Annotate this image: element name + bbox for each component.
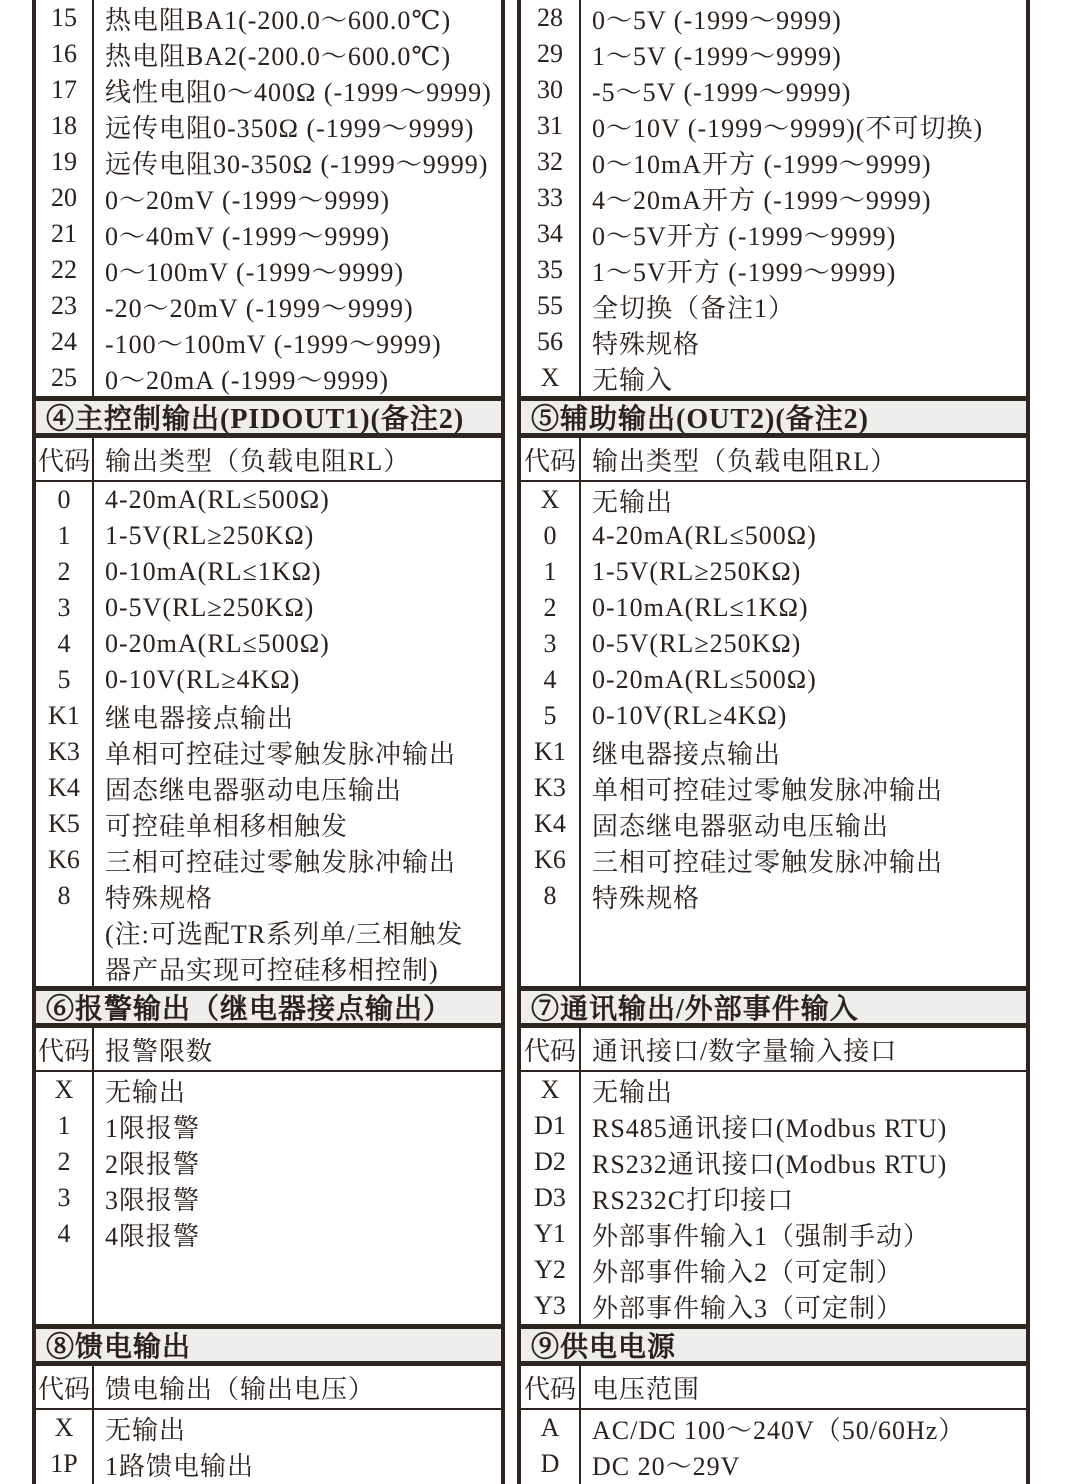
desc-column-header: 报警限数 (105, 1036, 214, 1066)
row-desc: 无输出 (105, 1077, 187, 1107)
table-row (521, 1072, 1026, 1108)
row-desc: 0～100mV (-1999～9999) (105, 257, 405, 287)
row-desc: 特殊规格 (592, 329, 701, 359)
table-row (521, 1288, 1026, 1324)
row-desc: 1-5V(RL≥250KΩ) (592, 557, 802, 586)
row-desc: 1限报警 (105, 1113, 201, 1143)
section4-table (32, 482, 505, 986)
row-code: 20 (51, 183, 77, 212)
table-gutter (505, 1324, 517, 1366)
table-row (36, 626, 501, 662)
row-code: D2 (534, 1147, 566, 1176)
row-code: X (540, 1075, 560, 1104)
row-desc: RS232通讯接口(Modbus RTU) (592, 1149, 948, 1179)
table-row (521, 36, 1026, 72)
table-row (36, 324, 501, 360)
row-desc: 0～20mA (-1999～9999) (105, 365, 390, 395)
section6-rows (36, 1072, 501, 1252)
table-row (521, 216, 1026, 252)
row-desc: 无输出 (592, 487, 674, 517)
table-row (521, 806, 1026, 842)
row-desc: 远传电阻0-350Ω (-1999～9999) (105, 113, 475, 143)
row-code: X (540, 485, 560, 514)
row-code: 24 (51, 327, 77, 356)
section8-subhead (32, 1366, 505, 1410)
section9-title: ⑨供电电源 (531, 1332, 677, 1363)
table-row (36, 252, 501, 288)
row-code: K6 (48, 845, 80, 874)
section6-7-body (32, 1072, 1030, 1324)
input-type-table-right (517, 0, 1030, 396)
table-row (521, 1410, 1026, 1446)
row-desc: -20～20mV (-1999～9999) (105, 293, 414, 323)
row-desc: 特殊规格 (592, 883, 701, 913)
row-code: 30 (537, 75, 563, 104)
table-row (521, 108, 1026, 144)
desc-column-header: 通讯接口/数字量输入接口 (592, 1036, 898, 1066)
row-code: 29 (537, 39, 563, 68)
code-column-header: 代码 (37, 446, 90, 476)
table-gutter (505, 438, 517, 482)
table-row (521, 734, 1026, 770)
table-row (521, 1446, 1026, 1482)
row-desc: 0-5V(RL≥250KΩ) (105, 593, 315, 622)
section6-table (32, 1072, 505, 1324)
table-row (36, 108, 501, 144)
row-desc: RS485通讯接口(Modbus RTU) (592, 1113, 948, 1143)
row-desc: 三相可控硅过零触发脉冲输出 (592, 847, 944, 877)
row-desc: 可控硅单相移相触发 (105, 811, 349, 841)
table-row (36, 1446, 501, 1482)
row-desc: (注:可选配TR系列单/三相触发 (105, 919, 464, 949)
row-code: 2 (57, 557, 71, 586)
row-code: D3 (534, 1183, 566, 1212)
row-desc: 继电器接点输出 (105, 703, 295, 733)
row-code: 55 (537, 291, 563, 320)
row-desc: -100～100mV (-1999～9999) (105, 329, 442, 359)
table-row (36, 950, 501, 986)
row-desc: 无输入 (592, 365, 674, 395)
row-code: 2 (543, 593, 557, 622)
section5-table (517, 482, 1030, 986)
table-row (521, 1216, 1026, 1252)
section4-title-cell (32, 396, 505, 438)
table-row (36, 72, 501, 108)
section7-title-cell (517, 986, 1030, 1028)
section9-rows (521, 1410, 1026, 1482)
table-row (36, 1180, 501, 1216)
row-desc: 1-5V(RL≥250KΩ) (105, 521, 315, 550)
row-code: A (540, 1413, 560, 1442)
input-type-section (32, 0, 1030, 396)
section4-5-body (32, 482, 1030, 986)
table-row (521, 1144, 1026, 1180)
row-code: 25 (51, 363, 77, 392)
table-row (36, 288, 501, 324)
row-code: 8 (543, 881, 557, 910)
table-row (521, 360, 1026, 396)
row-desc: 无输出 (105, 1415, 187, 1445)
section7-rows (521, 1072, 1026, 1324)
table-row (521, 842, 1026, 878)
row-desc: 0-10mA(RL≤1KΩ) (105, 557, 322, 586)
table-gutter (505, 396, 517, 438)
row-code: 3 (57, 1183, 71, 1212)
row-code: 1 (57, 1111, 71, 1140)
section6-subhead (32, 1028, 505, 1072)
table-row (36, 1108, 501, 1144)
section9-table (517, 1410, 1030, 1484)
section5-title: ⑤辅助输出(OUT2)(备注2) (531, 404, 869, 435)
row-desc: 4-20mA(RL≤500Ω) (592, 521, 817, 550)
table-gutter (505, 986, 517, 1028)
row-desc: 外部事件输入2（可定制） (592, 1257, 904, 1287)
section7-title: ⑦通讯输出/外部事件输入 (531, 994, 859, 1025)
row-code: K4 (48, 773, 80, 802)
table-row (36, 590, 501, 626)
row-desc: 特殊规格 (105, 883, 214, 913)
code-column-header: 代码 (37, 1036, 90, 1066)
table-row (521, 698, 1026, 734)
row-desc: 0～20mV (-1999～9999) (105, 185, 391, 215)
row-code: 17 (51, 75, 77, 104)
row-desc: 0-5V(RL≥250KΩ) (592, 629, 802, 658)
row-desc: 0～40mV (-1999～9999) (105, 221, 391, 251)
table-row (521, 626, 1026, 662)
section6-title-cell (32, 986, 505, 1028)
row-code: 23 (51, 291, 77, 320)
section4-5-band (32, 396, 1030, 438)
row-code: 2 (57, 1147, 71, 1176)
table-row (521, 252, 1026, 288)
table-row (521, 482, 1026, 518)
input-right-rows (521, 0, 1026, 396)
row-code: X (540, 363, 560, 392)
row-desc: 0～10V (-1999～9999)(不可切换) (592, 113, 984, 143)
row-desc: RS232C打印接口 (592, 1185, 795, 1215)
row-desc: 单相可控硅过零触发脉冲输出 (592, 775, 944, 805)
table-row (36, 842, 501, 878)
table-gutter (505, 1410, 517, 1484)
section9-title-cell (517, 1324, 1030, 1366)
code-column-header: 代码 (523, 446, 576, 476)
row-code: 34 (537, 219, 563, 248)
row-desc: -5～5V (-1999～9999) (592, 77, 852, 107)
table-row (36, 770, 501, 806)
row-code: K3 (534, 773, 566, 802)
desc-column-header: 馈电输出（输出电压） (105, 1374, 376, 1404)
row-code: D1 (534, 1111, 566, 1140)
row-desc: 继电器接点输出 (592, 739, 782, 769)
section5-title-cell (517, 396, 1030, 438)
table-gutter (505, 1072, 517, 1324)
row-code: 16 (51, 39, 77, 68)
row-desc: 单相可控硅过零触发脉冲输出 (105, 739, 457, 769)
row-code: 1 (543, 557, 557, 586)
table-gutter (505, 1028, 517, 1072)
table-row (36, 662, 501, 698)
section9-subhead (517, 1366, 1030, 1410)
row-desc: 热电阻BA2(-200.0～600.0℃) (105, 41, 452, 71)
table-row (36, 180, 501, 216)
table-row (521, 1180, 1026, 1216)
table-row (521, 0, 1026, 36)
row-desc: 固态继电器驱动电压输出 (592, 811, 890, 841)
section8-9-band (32, 1324, 1030, 1366)
row-code: Y3 (534, 1291, 566, 1320)
section8-title-cell (32, 1324, 505, 1366)
row-desc: 三相可控硅过零触发脉冲输出 (105, 847, 457, 877)
table-row (521, 770, 1026, 806)
table-row (521, 1252, 1026, 1288)
row-desc: 全切换（备注1） (592, 293, 796, 323)
section4-rows (36, 482, 501, 986)
table-gutter (505, 1366, 517, 1410)
row-code: 3 (543, 629, 557, 658)
table-row (36, 360, 501, 396)
row-desc: 4-20mA(RL≤500Ω) (105, 485, 330, 514)
table-row (36, 1216, 501, 1252)
table-row (521, 518, 1026, 554)
desc-column-header: 输出类型（负载电阻RL） (105, 446, 411, 476)
section4-subhead (32, 438, 505, 482)
section8-9-body (32, 1410, 1030, 1484)
code-column-header: 代码 (37, 1374, 90, 1404)
table-row (521, 878, 1026, 914)
row-code: 35 (537, 255, 563, 284)
row-code: 32 (537, 147, 563, 176)
code-column-header: 代码 (523, 1036, 576, 1066)
row-code: Y1 (534, 1219, 566, 1248)
row-code: 18 (51, 111, 77, 140)
row-desc: 1～5V开方 (-1999～9999) (592, 257, 897, 287)
row-code: K5 (48, 809, 80, 838)
row-code: K4 (534, 809, 566, 838)
input-left-rows (36, 0, 501, 396)
row-code: 22 (51, 255, 77, 284)
row-code: 15 (51, 3, 77, 32)
row-code: K6 (534, 845, 566, 874)
section7-subhead (517, 1028, 1030, 1072)
table-row (521, 590, 1026, 626)
table-row (36, 734, 501, 770)
row-desc: 0～5V (-1999～9999) (592, 5, 842, 35)
row-code: 5 (543, 701, 557, 730)
input-type-table-left (32, 0, 505, 396)
row-code: 28 (537, 3, 563, 32)
row-desc: 器产品实现可控硅移相控制) (105, 955, 439, 985)
row-desc: 0～5V开方 (-1999～9999) (592, 221, 897, 251)
table-gutter (505, 0, 517, 396)
row-code: 1 (57, 521, 71, 550)
row-desc: 2限报警 (105, 1149, 201, 1179)
row-desc: 0-20mA(RL≤500Ω) (105, 629, 330, 658)
row-desc: 固态继电器驱动电压输出 (105, 775, 403, 805)
row-code: 0 (57, 485, 71, 514)
table-row (36, 1410, 501, 1446)
section8-title: ⑧馈电输出 (46, 1332, 192, 1363)
code-column-header: 代码 (523, 1374, 576, 1404)
row-desc: 外部事件输入3（可定制） (592, 1293, 904, 1323)
table-row (521, 72, 1026, 108)
row-code: X (54, 1075, 74, 1104)
row-desc: 热电阻BA1(-200.0～600.0℃) (105, 5, 452, 35)
desc-column-header: 输出类型（负载电阻RL） (592, 446, 898, 476)
row-desc: 3限报警 (105, 1185, 201, 1215)
section8-table (32, 1410, 505, 1484)
row-desc: 0-10mA(RL≤1KΩ) (592, 593, 809, 622)
row-desc: AC/DC 100～240V（50/60Hz） (592, 1415, 966, 1445)
table-row (521, 554, 1026, 590)
row-desc: 远传电阻30-350Ω (-1999～9999) (105, 149, 489, 179)
section7-table (517, 1072, 1030, 1324)
row-code: 8 (57, 881, 71, 910)
row-desc: 0-20mA(RL≤500Ω) (592, 665, 817, 694)
table-row (521, 180, 1026, 216)
row-code: X (54, 1413, 74, 1442)
section6-7-band (32, 986, 1030, 1028)
table-row (36, 878, 501, 914)
section5-subhead (517, 438, 1030, 482)
row-code: 21 (51, 219, 77, 248)
row-code: Y2 (534, 1255, 566, 1284)
table-row (36, 518, 501, 554)
table-row (36, 482, 501, 518)
section6-title: ⑥报警输出（继电器接点输出） (46, 994, 453, 1025)
section4-title: ④主控制输出(PIDOUT1)(备注2) (46, 404, 465, 435)
row-code: 33 (537, 183, 563, 212)
table-row (36, 698, 501, 734)
row-code: 56 (537, 327, 563, 356)
section8-rows (36, 1410, 501, 1482)
table-row (521, 288, 1026, 324)
row-code: 3 (57, 593, 71, 622)
row-desc: 外部事件输入1（强制手动） (592, 1221, 931, 1251)
section8-9-subhead (32, 1366, 1030, 1410)
table-row (36, 806, 501, 842)
row-code: K1 (48, 701, 80, 730)
row-code: 1P (50, 1449, 78, 1478)
row-desc: 0-10V(RL≥4KΩ) (592, 701, 788, 730)
row-desc: 0-10V(RL≥4KΩ) (105, 665, 301, 694)
table-gutter (505, 482, 517, 986)
table-row (36, 914, 501, 950)
table-row (521, 144, 1026, 180)
row-desc: DC 20～29V (592, 1451, 741, 1481)
row-desc: 线性电阻0～400Ω (-1999～9999) (105, 77, 492, 107)
table-row (521, 662, 1026, 698)
section4-5-subhead (32, 438, 1030, 482)
table-row (36, 0, 501, 36)
row-code: 4 (57, 1219, 71, 1248)
row-code: 5 (57, 665, 71, 694)
row-desc: 4～20mA开方 (-1999～9999) (592, 185, 932, 215)
table-row (36, 144, 501, 180)
row-desc: 1～5V (-1999～9999) (592, 41, 842, 71)
row-code: 4 (57, 629, 71, 658)
section6-7-subhead (32, 1028, 1030, 1072)
row-code: K3 (48, 737, 80, 766)
table-row (521, 1108, 1026, 1144)
row-desc: 0～10mA开方 (-1999～9999) (592, 149, 932, 179)
row-code: 0 (543, 521, 557, 550)
section5-rows (521, 482, 1026, 914)
row-desc: 无输出 (592, 1077, 674, 1107)
table-row (36, 1144, 501, 1180)
row-desc: 4限报警 (105, 1221, 201, 1251)
table-row (521, 324, 1026, 360)
row-code: D (540, 1449, 560, 1478)
row-code: K1 (534, 737, 566, 766)
row-code: 4 (543, 665, 557, 694)
table-row (36, 554, 501, 590)
ordering-code-sheet (32, 0, 1030, 1484)
desc-column-header: 电压范围 (592, 1374, 701, 1404)
row-code: 19 (51, 147, 77, 176)
table-row (36, 36, 501, 72)
table-row (36, 1072, 501, 1108)
row-desc: 1路馈电输出 (105, 1451, 255, 1481)
row-code: 31 (537, 111, 563, 140)
table-row (36, 216, 501, 252)
